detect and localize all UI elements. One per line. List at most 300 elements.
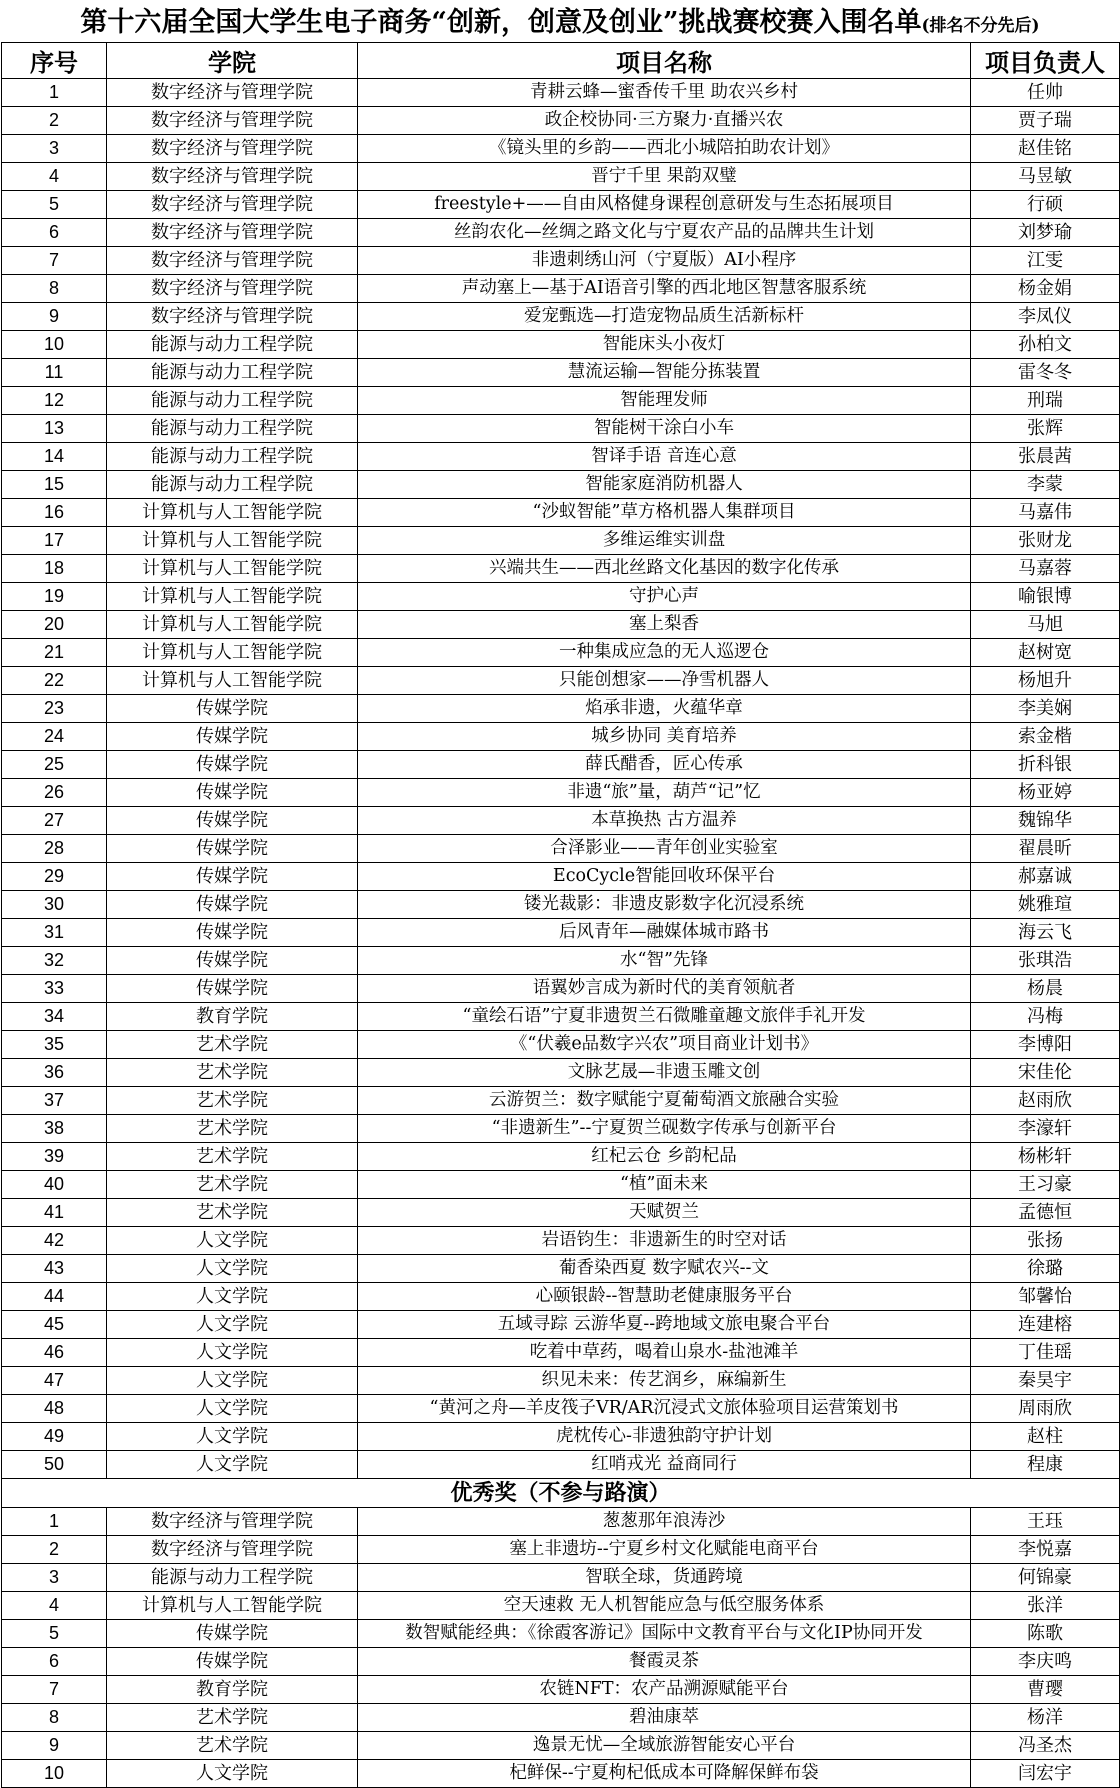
table-row xyxy=(2,1592,1120,1620)
row-leader: 郝嘉诚 xyxy=(971,863,1120,891)
row-project: 织见未来：传艺润乡，麻编新生 xyxy=(358,1367,971,1395)
row-leader: 何锦豪 xyxy=(971,1564,1120,1592)
row-college: 传媒学院 xyxy=(107,947,358,975)
table-row xyxy=(2,275,1120,303)
row-number: 23 xyxy=(2,695,107,723)
row-number: 24 xyxy=(2,723,107,751)
table-row xyxy=(2,1003,1120,1031)
table-row xyxy=(2,1451,1120,1479)
table-row xyxy=(2,1676,1120,1704)
row-number: 10 xyxy=(2,331,107,359)
row-leader: 李凤仪 xyxy=(971,303,1120,331)
row-number: 5 xyxy=(2,191,107,219)
row-leader: 喻银博 xyxy=(971,583,1120,611)
row-leader: 张洋 xyxy=(971,1592,1120,1620)
row-project: 红哨戎光 益商同行 xyxy=(358,1451,971,1479)
row-project: 政企校协同·三方聚力·直播兴农 xyxy=(358,107,971,135)
row-leader: 刑瑞 xyxy=(971,387,1120,415)
row-number: 33 xyxy=(2,975,107,1003)
table-row xyxy=(2,835,1120,863)
row-project: 智联全球，货通跨境 xyxy=(358,1564,971,1592)
row-leader: 赵柱 xyxy=(971,1423,1120,1451)
row-project: 虎枕传心-非遗独韵守护计划 xyxy=(358,1423,971,1451)
table-row xyxy=(2,863,1120,891)
row-college: 传媒学院 xyxy=(107,779,358,807)
row-leader: 闫宏宇 xyxy=(971,1760,1120,1788)
row-leader: 索金楷 xyxy=(971,723,1120,751)
row-leader: 李美娴 xyxy=(971,695,1120,723)
row-number: 28 xyxy=(2,835,107,863)
row-project: 丝韵农化—丝绸之路文化与宁夏农产品的品牌共生计划 xyxy=(358,219,971,247)
row-number: 9 xyxy=(2,303,107,331)
row-project: 非遗“旅”量，葫芦“记”忆 xyxy=(358,779,971,807)
row-number: 4 xyxy=(2,1592,107,1620)
table-row xyxy=(2,1620,1120,1648)
row-leader: 海云飞 xyxy=(971,919,1120,947)
table-row xyxy=(2,975,1120,1003)
row-college: 计算机与人工智能学院 xyxy=(107,611,358,639)
row-leader: 王习豪 xyxy=(971,1171,1120,1199)
row-project: 数智赋能经典：《徐霞客游记》国际中文教育平台与文化IP协同开发 xyxy=(358,1620,971,1648)
row-project: 逸景无忧—全域旅游智能安心平台 xyxy=(358,1732,971,1760)
row-college: 人文学院 xyxy=(107,1311,358,1339)
table-row xyxy=(2,667,1120,695)
row-college: 人文学院 xyxy=(107,1423,358,1451)
table-row xyxy=(2,191,1120,219)
table-row xyxy=(2,1508,1120,1536)
row-number: 13 xyxy=(2,415,107,443)
row-project: “沙蚁智能”草方格机器人集群项目 xyxy=(358,499,971,527)
row-number: 6 xyxy=(2,219,107,247)
row-leader: 李悦嘉 xyxy=(971,1536,1120,1564)
header-project: 项目名称 xyxy=(358,43,971,79)
row-college: 数字经济与管理学院 xyxy=(107,107,358,135)
row-leader: 杨洋 xyxy=(971,1704,1120,1732)
row-number: 4 xyxy=(2,163,107,191)
row-college: 传媒学院 xyxy=(107,1648,358,1676)
row-number: 38 xyxy=(2,1115,107,1143)
table-row xyxy=(2,1059,1120,1087)
row-project: 红杞云仓 乡韵杞品 xyxy=(358,1143,971,1171)
row-project: 心颐银龄--智慧助老健康服务平台 xyxy=(358,1283,971,1311)
row-project: 五域寻踪 云游华夏--跨地域文旅电聚合平台 xyxy=(358,1311,971,1339)
row-number: 48 xyxy=(2,1395,107,1423)
row-college: 计算机与人工智能学院 xyxy=(107,499,358,527)
table-row xyxy=(2,891,1120,919)
row-number: 15 xyxy=(2,471,107,499)
row-college: 传媒学院 xyxy=(107,835,358,863)
title-note: (排名不分先后) xyxy=(921,16,1040,36)
row-number: 8 xyxy=(2,275,107,303)
row-college: 计算机与人工智能学院 xyxy=(107,639,358,667)
row-project: 杞鲜保--宁夏枸杞低成本可降解保鲜布袋 xyxy=(358,1760,971,1788)
section-row xyxy=(2,1479,1120,1508)
table-row xyxy=(2,639,1120,667)
row-college: 能源与动力工程学院 xyxy=(107,471,358,499)
row-project: 多维运维实训盘 xyxy=(358,527,971,555)
row-leader: 任帅 xyxy=(971,79,1120,107)
row-number: 39 xyxy=(2,1143,107,1171)
document-title xyxy=(1,4,1119,42)
row-college: 数字经济与管理学院 xyxy=(107,1536,358,1564)
row-leader: 宋佳伦 xyxy=(971,1059,1120,1087)
row-project: 薛氏醋香，匠心传承 xyxy=(358,751,971,779)
row-college: 数字经济与管理学院 xyxy=(107,163,358,191)
row-number: 40 xyxy=(2,1171,107,1199)
row-number: 43 xyxy=(2,1255,107,1283)
title-main: 第十六届全国大学生电子商务“创新，创意及创业”挑战赛校赛入围名单 xyxy=(80,7,922,38)
table-row xyxy=(2,1115,1120,1143)
row-project: 晋宁千里 果韵双璧 xyxy=(358,163,971,191)
row-number: 1 xyxy=(2,79,107,107)
row-number: 11 xyxy=(2,359,107,387)
row-leader: 刘梦瑜 xyxy=(971,219,1120,247)
row-number: 29 xyxy=(2,863,107,891)
row-leader: 徐璐 xyxy=(971,1255,1120,1283)
table-row xyxy=(2,1732,1120,1760)
main-rows xyxy=(2,79,1120,1479)
table-row xyxy=(2,1395,1120,1423)
row-project: freestyle+——自由风格健身课程创意研发与生态拓展项目 xyxy=(358,191,971,219)
row-college: 能源与动力工程学院 xyxy=(107,1564,358,1592)
row-college: 艺术学院 xyxy=(107,1704,358,1732)
row-leader: 赵佳铭 xyxy=(971,135,1120,163)
row-leader: 周雨欣 xyxy=(971,1395,1120,1423)
row-project: 葱葱那年浪涛沙 xyxy=(358,1508,971,1536)
row-leader: 孙柏文 xyxy=(971,331,1120,359)
row-college: 数字经济与管理学院 xyxy=(107,219,358,247)
row-number: 50 xyxy=(2,1451,107,1479)
table-row xyxy=(2,1255,1120,1283)
row-project: 塞上非遗坊--宁夏乡村文化赋能电商平台 xyxy=(358,1536,971,1564)
table-row xyxy=(2,1648,1120,1676)
row-project: 兴端共生——西北丝路文化基因的数字化传承 xyxy=(358,555,971,583)
table-row xyxy=(2,1171,1120,1199)
row-number: 36 xyxy=(2,1059,107,1087)
table-row xyxy=(2,583,1120,611)
table-row xyxy=(2,555,1120,583)
table-row xyxy=(2,1311,1120,1339)
row-number: 6 xyxy=(2,1648,107,1676)
row-number: 47 xyxy=(2,1367,107,1395)
table-row xyxy=(2,1564,1120,1592)
row-project: 水“智”先锋 xyxy=(358,947,971,975)
table-row xyxy=(2,1031,1120,1059)
table-row xyxy=(2,135,1120,163)
row-project: 镂光裁影：非遗皮影数字化沉浸系统 xyxy=(358,891,971,919)
row-project: 《镜头里的乡韵——西北小城陪拍助农计划》 xyxy=(358,135,971,163)
table-row xyxy=(2,919,1120,947)
row-college: 艺术学院 xyxy=(107,1031,358,1059)
row-number: 37 xyxy=(2,1087,107,1115)
table-row xyxy=(2,947,1120,975)
table-row xyxy=(2,751,1120,779)
row-college: 数字经济与管理学院 xyxy=(107,1508,358,1536)
row-leader: 程康 xyxy=(971,1451,1120,1479)
row-college: 数字经济与管理学院 xyxy=(107,191,358,219)
row-project: 只能创想家——净雪机器人 xyxy=(358,667,971,695)
table-row xyxy=(2,1704,1120,1732)
row-college: 能源与动力工程学院 xyxy=(107,415,358,443)
row-project: 慧流运输—智能分拣装置 xyxy=(358,359,971,387)
row-college: 传媒学院 xyxy=(107,919,358,947)
row-number: 26 xyxy=(2,779,107,807)
row-project: 声动塞上—基于AI语音引擎的西北地区智慧客服系统 xyxy=(358,275,971,303)
row-leader: 李濠轩 xyxy=(971,1115,1120,1143)
row-college: 传媒学院 xyxy=(107,751,358,779)
row-project: 合泽影业——青年创业实验室 xyxy=(358,835,971,863)
row-leader: 姚雅瑄 xyxy=(971,891,1120,919)
row-leader: 马昱敏 xyxy=(971,163,1120,191)
table-row xyxy=(2,415,1120,443)
row-leader: 冯圣杰 xyxy=(971,1732,1120,1760)
row-project: “黄河之舟—羊皮筏子VR/AR沉浸式文旅体验项目运营策划书 xyxy=(358,1395,971,1423)
row-project: 非遗刺绣山河（宁夏版）AI小程序 xyxy=(358,247,971,275)
row-leader: 杨晨 xyxy=(971,975,1120,1003)
table-row xyxy=(2,1367,1120,1395)
row-number: 20 xyxy=(2,611,107,639)
row-project: 农链NFT：农产品溯源赋能平台 xyxy=(358,1676,971,1704)
row-leader: 杨亚婷 xyxy=(971,779,1120,807)
row-college: 人文学院 xyxy=(107,1339,358,1367)
table-row xyxy=(2,471,1120,499)
row-number: 27 xyxy=(2,807,107,835)
row-college: 计算机与人工智能学院 xyxy=(107,555,358,583)
row-project: 焰承非遗，火蕴华章 xyxy=(358,695,971,723)
row-number: 18 xyxy=(2,555,107,583)
row-leader: 曹璎 xyxy=(971,1676,1120,1704)
row-college: 传媒学院 xyxy=(107,975,358,1003)
row-leader: 张财龙 xyxy=(971,527,1120,555)
row-number: 12 xyxy=(2,387,107,415)
table-row xyxy=(2,1283,1120,1311)
row-project: 云游贺兰：数字赋能宁夏葡萄酒文旅融合实验 xyxy=(358,1087,971,1115)
row-leader: 赵雨欣 xyxy=(971,1087,1120,1115)
row-college: 人文学院 xyxy=(107,1760,358,1788)
row-number: 42 xyxy=(2,1227,107,1255)
row-college: 计算机与人工智能学院 xyxy=(107,667,358,695)
row-project: 后风青年—融媒体城市路书 xyxy=(358,919,971,947)
row-project: EcoCycle智能回收环保平台 xyxy=(358,863,971,891)
header-college: 学院 xyxy=(107,43,358,79)
row-college: 数字经济与管理学院 xyxy=(107,275,358,303)
row-leader: 王珏 xyxy=(971,1508,1120,1536)
table-row xyxy=(2,79,1120,107)
row-project: 智能树干涂白小车 xyxy=(358,415,971,443)
row-leader: 李庆鸣 xyxy=(971,1648,1120,1676)
row-college: 数字经济与管理学院 xyxy=(107,247,358,275)
table-row xyxy=(2,723,1120,751)
row-leader: 马嘉蓉 xyxy=(971,555,1120,583)
header-number: 序号 xyxy=(2,43,107,79)
table-row xyxy=(2,331,1120,359)
row-number: 22 xyxy=(2,667,107,695)
excellence-rows xyxy=(2,1508,1120,1788)
table-row xyxy=(2,219,1120,247)
section-excellence xyxy=(2,1479,1120,1508)
table-row xyxy=(2,387,1120,415)
row-college: 传媒学院 xyxy=(107,863,358,891)
table-row xyxy=(2,1087,1120,1115)
row-project: 碧油康萃 xyxy=(358,1704,971,1732)
row-leader: 张扬 xyxy=(971,1227,1120,1255)
table-row xyxy=(2,527,1120,555)
row-college: 计算机与人工智能学院 xyxy=(107,527,358,555)
row-project: 智能理发师 xyxy=(358,387,971,415)
row-project: 守护心声 xyxy=(358,583,971,611)
row-leader: 张晨茜 xyxy=(971,443,1120,471)
row-college: 人文学院 xyxy=(107,1451,358,1479)
row-number: 2 xyxy=(2,1536,107,1564)
row-number: 41 xyxy=(2,1199,107,1227)
row-college: 教育学院 xyxy=(107,1676,358,1704)
row-project: 智能家庭消防机器人 xyxy=(358,471,971,499)
row-number: 7 xyxy=(2,247,107,275)
row-project: 爱宠甄选—打造宠物品质生活新标杆 xyxy=(358,303,971,331)
row-college: 传媒学院 xyxy=(107,807,358,835)
row-college: 人文学院 xyxy=(107,1395,358,1423)
row-college: 传媒学院 xyxy=(107,695,358,723)
row-leader: 孟德恒 xyxy=(971,1199,1120,1227)
row-number: 32 xyxy=(2,947,107,975)
row-number: 14 xyxy=(2,443,107,471)
row-number: 19 xyxy=(2,583,107,611)
table-header-row xyxy=(2,43,1120,79)
row-leader: 陈歌 xyxy=(971,1620,1120,1648)
row-number: 3 xyxy=(2,1564,107,1592)
row-number: 7 xyxy=(2,1676,107,1704)
row-number: 30 xyxy=(2,891,107,919)
row-leader: 魏锦华 xyxy=(971,807,1120,835)
row-leader: 江雯 xyxy=(971,247,1120,275)
row-college: 人文学院 xyxy=(107,1367,358,1395)
table-row xyxy=(2,1143,1120,1171)
row-number: 49 xyxy=(2,1423,107,1451)
row-project: 塞上梨香 xyxy=(358,611,971,639)
row-number: 45 xyxy=(2,1311,107,1339)
table-row xyxy=(2,611,1120,639)
row-project: 青耕云蜂—蜜香传千里 助农兴乡村 xyxy=(358,79,971,107)
row-leader: 李博阳 xyxy=(971,1031,1120,1059)
row-number: 35 xyxy=(2,1031,107,1059)
row-college: 传媒学院 xyxy=(107,1620,358,1648)
row-leader: 杨金娟 xyxy=(971,275,1120,303)
row-leader: 邹馨怡 xyxy=(971,1283,1120,1311)
table-row xyxy=(2,443,1120,471)
row-college: 艺术学院 xyxy=(107,1115,358,1143)
row-leader: 贾子瑞 xyxy=(971,107,1120,135)
table-row xyxy=(2,695,1120,723)
row-leader: 李蒙 xyxy=(971,471,1120,499)
row-project: 餐霞灵茶 xyxy=(358,1648,971,1676)
row-number: 17 xyxy=(2,527,107,555)
row-project: 吃着中草药，喝着山泉水-盐池滩羊 xyxy=(358,1339,971,1367)
row-number: 10 xyxy=(2,1760,107,1788)
row-number: 9 xyxy=(2,1732,107,1760)
row-college: 艺术学院 xyxy=(107,1059,358,1087)
row-college: 能源与动力工程学院 xyxy=(107,359,358,387)
table-row xyxy=(2,1227,1120,1255)
row-college: 能源与动力工程学院 xyxy=(107,387,358,415)
row-leader: 张辉 xyxy=(971,415,1120,443)
row-project: “植”面未来 xyxy=(358,1171,971,1199)
row-leader: 行硕 xyxy=(971,191,1120,219)
row-leader: 赵树宽 xyxy=(971,639,1120,667)
row-college: 教育学院 xyxy=(107,1003,358,1031)
row-leader: 张琪浩 xyxy=(971,947,1120,975)
table-row xyxy=(2,807,1120,835)
row-number: 44 xyxy=(2,1283,107,1311)
row-college: 艺术学院 xyxy=(107,1087,358,1115)
row-leader: 杨彬轩 xyxy=(971,1143,1120,1171)
row-college: 计算机与人工智能学院 xyxy=(107,583,358,611)
section-title: 优秀奖（不参与路演） xyxy=(2,1479,1120,1508)
row-leader: 折科银 xyxy=(971,751,1120,779)
row-leader: 杨旭升 xyxy=(971,667,1120,695)
row-college: 人文学院 xyxy=(107,1255,358,1283)
row-college: 艺术学院 xyxy=(107,1732,358,1760)
row-leader: 雷冬冬 xyxy=(971,359,1120,387)
table-row xyxy=(2,359,1120,387)
row-project: “非遗新生”--宁夏贺兰砚数字传承与创新平台 xyxy=(358,1115,971,1143)
table-row xyxy=(2,1199,1120,1227)
row-number: 8 xyxy=(2,1704,107,1732)
row-college: 传媒学院 xyxy=(107,723,358,751)
table-row xyxy=(2,163,1120,191)
table-row xyxy=(2,107,1120,135)
row-number: 34 xyxy=(2,1003,107,1031)
row-college: 数字经济与管理学院 xyxy=(107,79,358,107)
row-leader: 秦昊宇 xyxy=(971,1367,1120,1395)
row-number: 1 xyxy=(2,1508,107,1536)
row-number: 46 xyxy=(2,1339,107,1367)
row-college: 数字经济与管理学院 xyxy=(107,303,358,331)
row-project: “童绘石语”宁夏非遗贺兰石微雕童趣文旅伴手礼开发 xyxy=(358,1003,971,1031)
row-college: 计算机与人工智能学院 xyxy=(107,1592,358,1620)
row-leader: 丁佳瑶 xyxy=(971,1339,1120,1367)
row-college: 人文学院 xyxy=(107,1227,358,1255)
table-row xyxy=(2,303,1120,331)
row-college: 传媒学院 xyxy=(107,891,358,919)
row-number: 31 xyxy=(2,919,107,947)
row-project: 语翼妙言成为新时代的美育领航者 xyxy=(358,975,971,1003)
row-number: 5 xyxy=(2,1620,107,1648)
row-college: 艺术学院 xyxy=(107,1171,358,1199)
table-row xyxy=(2,1760,1120,1788)
row-project: 葡香染西夏 数字赋农兴--文 xyxy=(358,1255,971,1283)
row-college: 艺术学院 xyxy=(107,1199,358,1227)
row-leader: 冯梅 xyxy=(971,1003,1120,1031)
row-project: 《“伏羲e品数字兴农”项目商业计划书》 xyxy=(358,1031,971,1059)
row-college: 人文学院 xyxy=(107,1283,358,1311)
table-row xyxy=(2,1423,1120,1451)
row-leader: 马旭 xyxy=(971,611,1120,639)
finalist-table xyxy=(1,42,1120,1788)
row-leader: 马嘉伟 xyxy=(971,499,1120,527)
table-row xyxy=(2,779,1120,807)
row-project: 本草换热 古方温养 xyxy=(358,807,971,835)
header-leader: 项目负责人 xyxy=(971,43,1120,79)
row-project: 智能床头小夜灯 xyxy=(358,331,971,359)
row-college: 能源与动力工程学院 xyxy=(107,331,358,359)
row-project: 文脉艺晟—非遗玉雕文创 xyxy=(358,1059,971,1087)
row-project: 岩语钧生：非遗新生的时空对话 xyxy=(358,1227,971,1255)
row-project: 天赋贺兰 xyxy=(358,1199,971,1227)
row-number: 2 xyxy=(2,107,107,135)
row-number: 21 xyxy=(2,639,107,667)
row-college: 数字经济与管理学院 xyxy=(107,135,358,163)
table-row xyxy=(2,1339,1120,1367)
